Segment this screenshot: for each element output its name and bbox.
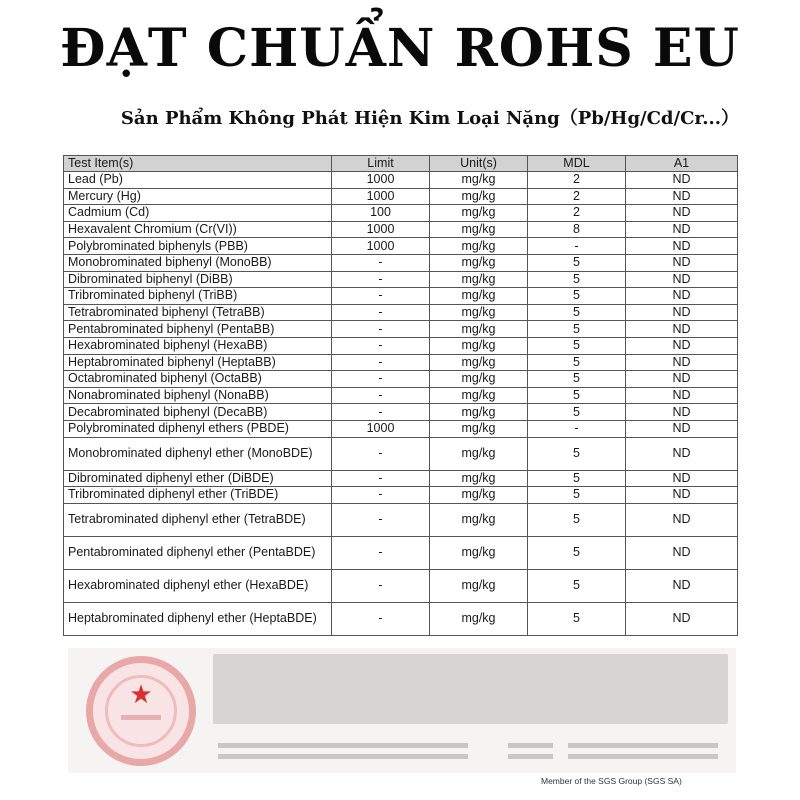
cell-limit: 100 <box>332 205 430 222</box>
cell-a1: ND <box>626 221 738 238</box>
cell-limit: - <box>332 254 430 271</box>
cell-unit: mg/kg <box>430 536 528 569</box>
blurred-line <box>218 754 468 759</box>
cell-a1: ND <box>626 321 738 338</box>
test-results-table <box>63 155 738 636</box>
cell-unit: mg/kg <box>430 437 528 470</box>
table-row <box>64 602 738 635</box>
cell-unit: mg/kg <box>430 387 528 404</box>
blurred-line <box>568 754 718 759</box>
cell-limit: - <box>332 602 430 635</box>
cell-limit: - <box>332 354 430 371</box>
table-row <box>64 271 738 288</box>
cell-test-item: Tetrabrominated diphenyl ether (TetraBDE) <box>64 503 332 536</box>
cell-mdl: 5 <box>528 503 626 536</box>
cell-test-item: Mercury (Hg) <box>64 188 332 205</box>
cell-test-item: Nonabrominated biphenyl (NonaBB) <box>64 387 332 404</box>
cell-unit: mg/kg <box>430 304 528 321</box>
cell-limit: - <box>332 437 430 470</box>
table-row <box>64 371 738 388</box>
cell-limit: - <box>332 536 430 569</box>
cell-test-item: Dibrominated biphenyl (DiBB) <box>64 271 332 288</box>
table-row <box>64 503 738 536</box>
cell-unit: mg/kg <box>430 188 528 205</box>
cell-test-item: Heptabrominated diphenyl ether (HeptaBDE) <box>64 602 332 635</box>
cell-unit: mg/kg <box>430 221 528 238</box>
cell-test-item: Pentabrominated biphenyl (PentaBB) <box>64 321 332 338</box>
cell-limit: 1000 <box>332 420 430 437</box>
star-icon: ★ <box>129 679 153 709</box>
cell-a1: ND <box>626 470 738 487</box>
cell-unit: mg/kg <box>430 321 528 338</box>
cell-test-item: Monobrominated biphenyl (MonoBB) <box>64 254 332 271</box>
cell-mdl: - <box>528 238 626 255</box>
cell-limit: - <box>332 337 430 354</box>
cell-a1: ND <box>626 288 738 305</box>
table-row <box>64 172 738 189</box>
cell-test-item: Decabrominated biphenyl (DecaBB) <box>64 404 332 421</box>
page-subtitle: Sản Phẩm Không Phát Hiện Kim Loại Nặng（Pb/Hg/Cd/Cr...） <box>120 108 740 129</box>
blurred-line <box>508 743 553 748</box>
cell-mdl: 5 <box>528 470 626 487</box>
cell-mdl: 5 <box>528 321 626 338</box>
cell-limit: 1000 <box>332 221 430 238</box>
header-a1: A1 <box>626 156 738 172</box>
table-row <box>64 470 738 487</box>
cell-unit: mg/kg <box>430 404 528 421</box>
cell-unit: mg/kg <box>430 487 528 504</box>
table-row <box>64 221 738 238</box>
table-row <box>64 288 738 305</box>
cell-limit: - <box>332 321 430 338</box>
cell-a1: ND <box>626 271 738 288</box>
cell-unit: mg/kg <box>430 205 528 222</box>
table-row <box>64 238 738 255</box>
cell-mdl: 8 <box>528 221 626 238</box>
cell-mdl: 5 <box>528 437 626 470</box>
sgs-member-text: Member of the SGS Group (SGS SA) <box>541 776 682 786</box>
cell-test-item: Monobrominated diphenyl ether (MonoBDE) <box>64 437 332 470</box>
blurred-text-block <box>213 654 728 724</box>
table-row <box>64 304 738 321</box>
cell-test-item: Polybrominated diphenyl ethers (PBDE) <box>64 420 332 437</box>
table-header-row <box>64 156 738 172</box>
cell-mdl: 2 <box>528 188 626 205</box>
cell-mdl: 2 <box>528 205 626 222</box>
cell-unit: mg/kg <box>430 354 528 371</box>
table-row <box>64 404 738 421</box>
cell-unit: mg/kg <box>430 337 528 354</box>
cell-test-item: Dibrominated diphenyl ether (DiBDE) <box>64 470 332 487</box>
cell-limit: - <box>332 569 430 602</box>
cell-test-item: Pentabrominated diphenyl ether (PentaBDE) <box>64 536 332 569</box>
cell-test-item: Cadmium (Cd) <box>64 205 332 222</box>
cell-a1: ND <box>626 602 738 635</box>
cell-mdl: 5 <box>528 536 626 569</box>
cell-test-item: Tetrabrominated biphenyl (TetraBB) <box>64 304 332 321</box>
cell-unit: mg/kg <box>430 254 528 271</box>
cell-a1: ND <box>626 172 738 189</box>
cell-test-item: Tribrominated biphenyl (TriBB) <box>64 288 332 305</box>
cell-limit: 1000 <box>332 238 430 255</box>
cell-test-item: Hexabrominated biphenyl (HexaBB) <box>64 337 332 354</box>
table-row <box>64 387 738 404</box>
blurred-line <box>218 743 468 748</box>
cell-a1: ND <box>626 188 738 205</box>
cell-a1: ND <box>626 569 738 602</box>
cell-unit: mg/kg <box>430 470 528 487</box>
cell-a1: ND <box>626 387 738 404</box>
company-seal-stamp <box>86 656 196 766</box>
page-title: ĐẠT CHUẨN ROHS EU <box>60 18 740 79</box>
cell-test-item: Hexavalent Chromium (Cr(VI)) <box>64 221 332 238</box>
cell-unit: mg/kg <box>430 420 528 437</box>
cell-a1: ND <box>626 238 738 255</box>
table-row <box>64 487 738 504</box>
table-row <box>64 188 738 205</box>
cell-a1: ND <box>626 437 738 470</box>
cell-mdl: 5 <box>528 337 626 354</box>
header-units: Unit(s) <box>430 156 528 172</box>
cell-a1: ND <box>626 503 738 536</box>
table-row <box>64 437 738 470</box>
cell-unit: mg/kg <box>430 371 528 388</box>
table-row <box>64 205 738 222</box>
cell-a1: ND <box>626 536 738 569</box>
cell-limit: 1000 <box>332 172 430 189</box>
blurred-line <box>508 754 553 759</box>
cell-mdl: 5 <box>528 254 626 271</box>
cell-mdl: 5 <box>528 354 626 371</box>
cell-test-item: Hexabrominated diphenyl ether (HexaBDE) <box>64 569 332 602</box>
certificate-footer <box>68 648 736 786</box>
cell-unit: mg/kg <box>430 569 528 602</box>
cell-limit: - <box>332 304 430 321</box>
cell-a1: ND <box>626 337 738 354</box>
cell-test-item: Polybrominated biphenyls (PBB) <box>64 238 332 255</box>
cell-limit: - <box>332 487 430 504</box>
blurred-line <box>568 743 718 748</box>
cell-mdl: 5 <box>528 404 626 421</box>
cell-a1: ND <box>626 354 738 371</box>
table-row <box>64 254 738 271</box>
cell-a1: ND <box>626 205 738 222</box>
cell-test-item: Heptabrominated biphenyl (HeptaBB) <box>64 354 332 371</box>
cell-mdl: 5 <box>528 387 626 404</box>
cell-a1: ND <box>626 304 738 321</box>
cell-mdl: 5 <box>528 304 626 321</box>
cell-test-item: Lead (Pb) <box>64 172 332 189</box>
cell-a1: ND <box>626 254 738 271</box>
cell-limit: - <box>332 371 430 388</box>
table-row <box>64 420 738 437</box>
table-body <box>64 172 738 636</box>
cell-mdl: 2 <box>528 172 626 189</box>
table-row <box>64 354 738 371</box>
cell-limit: - <box>332 288 430 305</box>
cell-limit: - <box>332 271 430 288</box>
table-row <box>64 569 738 602</box>
cell-unit: mg/kg <box>430 271 528 288</box>
header-mdl: MDL <box>528 156 626 172</box>
cell-a1: ND <box>626 404 738 421</box>
cell-a1: ND <box>626 420 738 437</box>
cell-test-item: Tribrominated diphenyl ether (TriBDE) <box>64 487 332 504</box>
cell-test-item: Octabrominated biphenyl (OctaBB) <box>64 371 332 388</box>
cell-mdl: 5 <box>528 602 626 635</box>
cell-limit: - <box>332 470 430 487</box>
cell-mdl: 5 <box>528 371 626 388</box>
cell-limit: - <box>332 404 430 421</box>
cell-unit: mg/kg <box>430 503 528 536</box>
cell-mdl: 5 <box>528 271 626 288</box>
cell-a1: ND <box>626 371 738 388</box>
table-row <box>64 321 738 338</box>
cell-limit: 1000 <box>332 188 430 205</box>
cell-mdl: - <box>528 420 626 437</box>
cell-mdl: 5 <box>528 569 626 602</box>
cell-limit: - <box>332 503 430 536</box>
cell-mdl: 5 <box>528 288 626 305</box>
header-limit: Limit <box>332 156 430 172</box>
table-row <box>64 337 738 354</box>
cell-unit: mg/kg <box>430 602 528 635</box>
cell-limit: - <box>332 387 430 404</box>
cell-a1: ND <box>626 487 738 504</box>
seal-text-blur <box>121 715 161 720</box>
cell-unit: mg/kg <box>430 288 528 305</box>
header-test-items: Test Item(s) <box>64 156 332 172</box>
cell-unit: mg/kg <box>430 238 528 255</box>
cell-mdl: 5 <box>528 487 626 504</box>
table-row <box>64 536 738 569</box>
cell-unit: mg/kg <box>430 172 528 189</box>
